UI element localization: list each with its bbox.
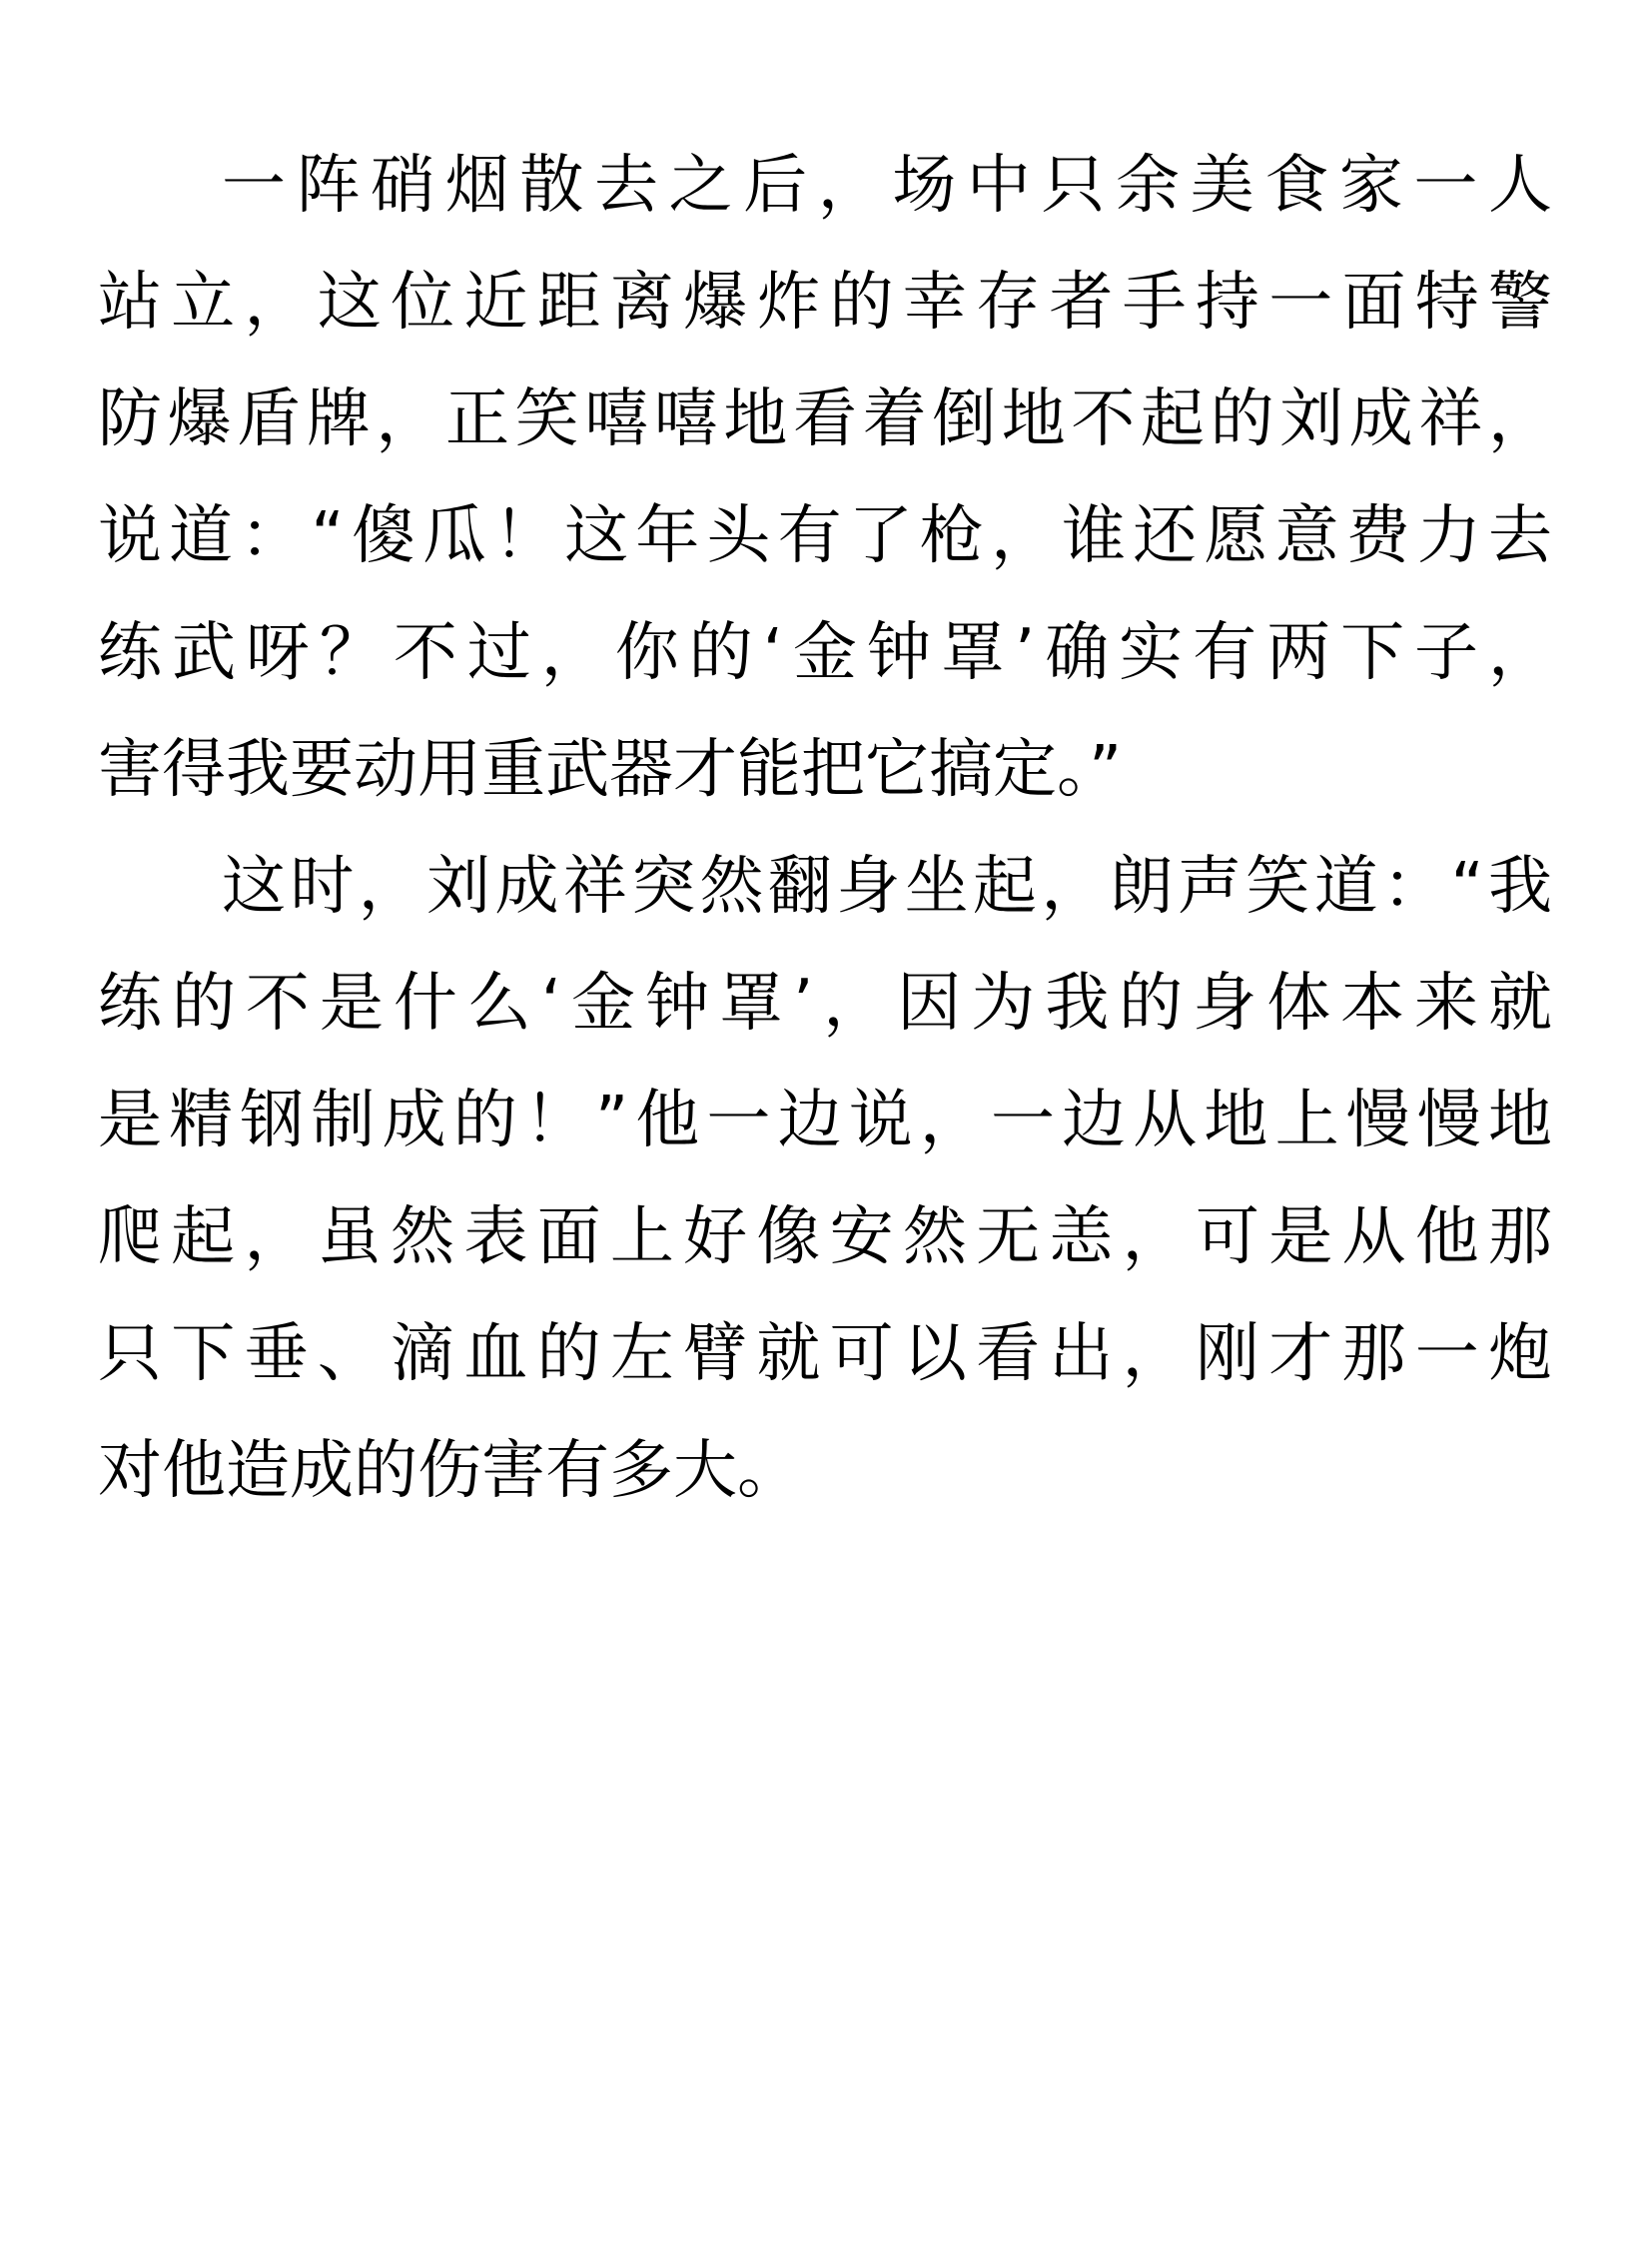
text-line: 爬起，虽然表面上好像安然无恙，可是从他那 xyxy=(98,1200,1552,1274)
text-line: 防爆盾牌，正笑嘻嘻地看着倒地不起的刘成祥， xyxy=(98,382,1552,456)
text-line: 是精钢制成的！”他一边说，一边从地上慢慢地 xyxy=(98,1084,1552,1157)
text-line: 练武呀？不过，你的‘金钟罩’确实有两下子， xyxy=(98,616,1552,690)
paragraph-2 xyxy=(98,829,1552,1530)
text-line: 害得我要动用重武器才能把它搞定。” xyxy=(98,733,1123,807)
text-line: 只下垂、滴血的左臂就可以看出，刚才那一炮 xyxy=(98,1317,1552,1391)
text-line: 这时，刘成祥突然翻身坐起，朗声笑道：“我 xyxy=(222,850,1552,924)
text-line: 对他造成的伤害有多大。 xyxy=(98,1434,801,1508)
text-line: 一阵硝烟散去之后，场中只余美食家一人 xyxy=(222,149,1552,223)
paragraph-1 xyxy=(98,128,1552,829)
text-line: 说道：“傻瓜！这年头有了枪，谁还愿意费力去 xyxy=(98,499,1552,573)
body-text xyxy=(98,128,1552,1530)
text-line: 练的不是什么‘金钟罩’，因为我的身体本来就 xyxy=(98,967,1552,1041)
text-line: 站立，这位近距离爆炸的幸存者手持一面特警 xyxy=(98,266,1552,340)
